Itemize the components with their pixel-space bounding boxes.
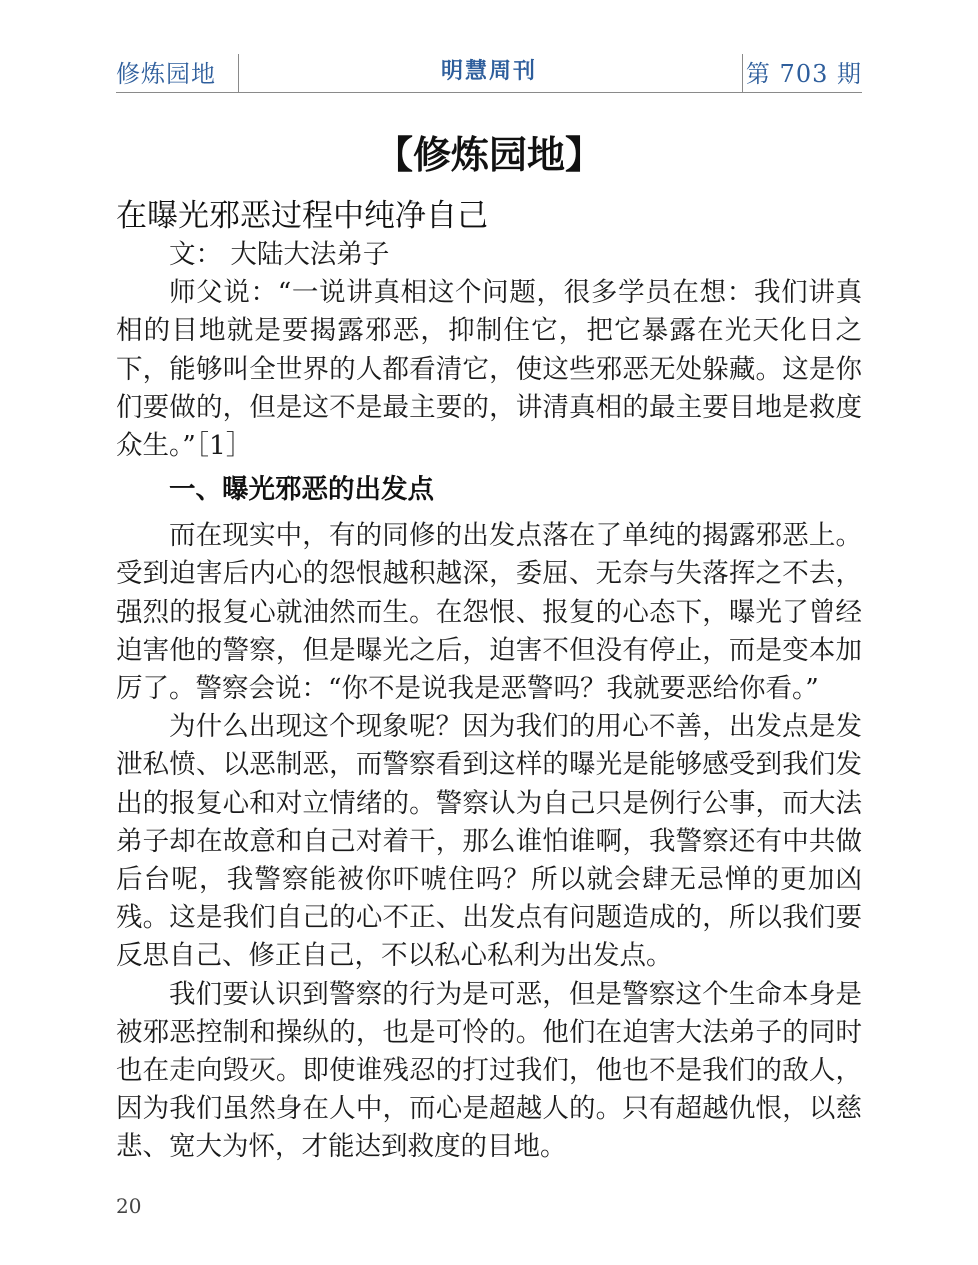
subheading: 一、曝光邪恶的出发点 — [169, 474, 434, 506]
intro-paragraph: 师父说：“一说讲真相这个问题，很多学员在想：我们讲真相的目地就是要揭露邪恶，抑制住它，把它暴露在光天化日之下，能够叫全世界的人都看清它，使这些邪恶无处躲藏。这是你们要做的，但是这不是最主要的，讲清真相的最主要目地是救度众生。”［1］ — [116, 277, 862, 462]
header-section-name: 修炼园地 — [116, 60, 216, 88]
header-publication-name: 明慧周刊 — [440, 59, 537, 84]
article-body — [116, 236, 862, 1167]
article-title: 在曝光邪恶过程中纯净自己 — [116, 198, 488, 234]
header-divider-right — [742, 54, 743, 92]
article-author: 文： 大陆大法弟子 — [169, 239, 390, 270]
body-paragraph: 我们要认识到警察的行为是可恶，但是警察这个生命本身是被邪恶控制和操纵的，也是可怜的。他们在迫害大法弟子的同时也在走向毁灭。即使谁残忍的打过我们，他也不是我们的敌人，因为我们虽然身在人中，而心是超越人的。只有超越仇恨，以慈悲、宽大为怀，才能达到救度的目地。 — [116, 978, 862, 1163]
page-header — [116, 44, 862, 93]
header-issue-number: 第 703 期 — [745, 60, 862, 88]
body-paragraph: 为什么出现这个现象呢？因为我们的用心不善，出发点是发泄私愤、以恶制恶，而警察看到这样的曝光是能够感受到我们发出的报复心和对立情绪的。警察认为自己只是例行公事，而大法弟子却在故意和自己对着干，那么谁怕谁啊，我警察还有中共做后台呢，我警察能被你吓唬住吗？所以就会肆无忌惮的更加凶残。这是我们自己的心不正、出发点有问题造成的，所以我们要反思自己、修正自己，不以私心私利为出发点。 — [116, 711, 862, 972]
body-paragraph: 而在现实中，有的同修的出发点落在了单纯的揭露邪恶上。受到迫害后内心的怨恨越积越深，委屈、无奈与失落挥之不去，强烈的报复心就油然而生。在怨恨、报复的心态下，曝光了曾经迫害他的警察，但是曝光之后，迫害不但没有停止，而是变本加厉了。警察会说：“你不是说我是恶警吗？我就要恶给你看。” — [116, 520, 862, 705]
page-number: 20 — [116, 1194, 142, 1218]
section-title: 【修炼园地】 — [374, 133, 603, 177]
